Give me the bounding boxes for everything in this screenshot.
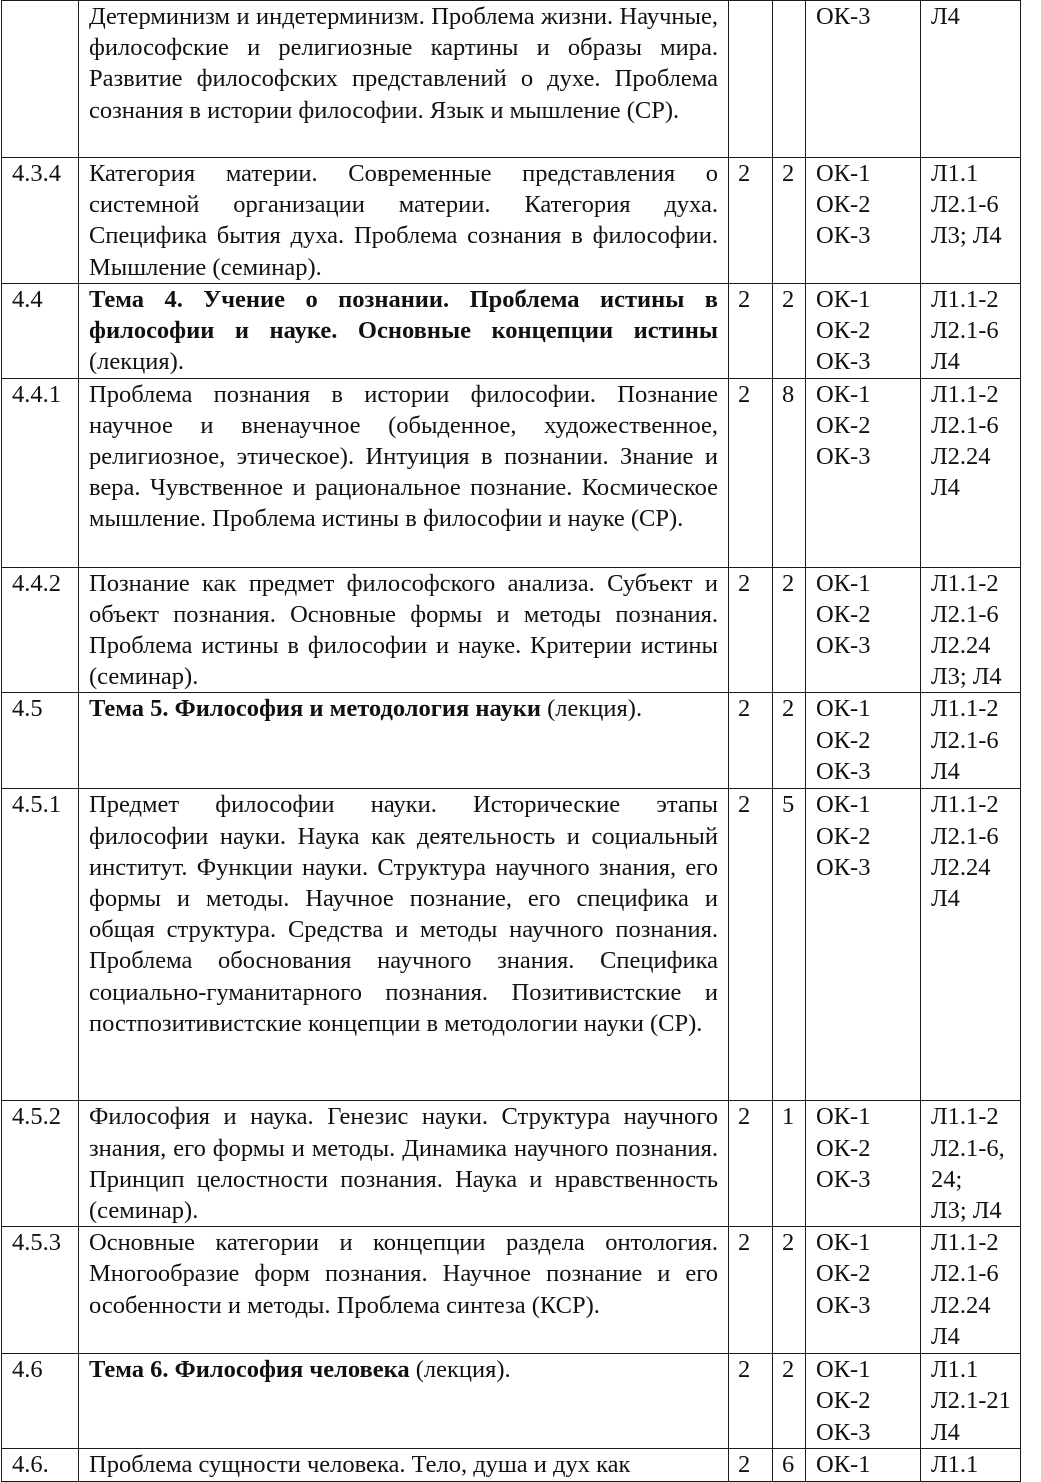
row-number: 4.6. xyxy=(2,1448,79,1481)
competency-code: ОК-2 xyxy=(816,1134,871,1162)
topic-description: Категория материи. Современные представления о системной организации материи. Категория духа. Специфика бытия духа. Проблема сознания в философии. Мышление (семинар). xyxy=(89,160,718,281)
literature-ref: Л2.1-21 xyxy=(931,1387,1011,1415)
literature-ref: Л1.1-2 xyxy=(931,1229,999,1257)
literature-ref: Л2.24 xyxy=(931,632,991,660)
literature-ref: Л4 xyxy=(931,1322,960,1350)
competency-codes xyxy=(806,567,921,693)
topic-cell xyxy=(79,789,729,1101)
competency-code: ОК-2 xyxy=(816,726,871,754)
competency-code: ОК-2 xyxy=(816,822,871,850)
topic-cell xyxy=(79,1354,729,1449)
hours-column-2: 2 xyxy=(773,567,806,693)
table-row xyxy=(2,1,1021,158)
competency-code: ОК-3 xyxy=(816,1291,871,1319)
table-row xyxy=(2,284,1021,379)
competency-codes xyxy=(806,1101,921,1227)
competency-codes xyxy=(806,378,921,567)
table-row xyxy=(2,1354,1021,1449)
row-number xyxy=(2,1,79,158)
literature-refs xyxy=(921,1101,1021,1227)
topic-cell xyxy=(79,378,729,567)
literature-ref: 24; xyxy=(931,1165,963,1193)
hours-column-2: 2 xyxy=(773,1354,806,1449)
hours-column-1: 2 xyxy=(729,567,773,693)
literature-ref: Л2.1-6 xyxy=(931,822,999,850)
competency-codes xyxy=(806,693,921,789)
hours-column-2: 2 xyxy=(773,693,806,789)
literature-ref: Л1.1-2 xyxy=(931,791,999,819)
row-number: 4.3.4 xyxy=(2,158,79,284)
competency-code: ОК-1 xyxy=(816,695,871,723)
literature-ref: Л3; Л4 xyxy=(931,222,1002,250)
literature-ref: Л2.1-6 xyxy=(931,191,999,219)
competency-code: ОК-2 xyxy=(816,317,871,345)
literature-refs xyxy=(921,284,1021,379)
hours-column-1: 2 xyxy=(729,789,773,1101)
literature-ref: Л2.24 xyxy=(931,853,991,881)
topic-cell xyxy=(79,284,729,379)
topic-cell xyxy=(79,1,729,158)
literature-refs xyxy=(921,1354,1021,1449)
hours-column-2: 2 xyxy=(773,284,806,379)
competency-codes xyxy=(806,1227,921,1354)
literature-ref: Л2.1-6 xyxy=(931,726,999,754)
literature-ref: Л1.1-2 xyxy=(931,1103,999,1131)
topic-heading xyxy=(89,284,718,378)
literature-ref: Л2.1-6 xyxy=(931,1260,999,1288)
literature-ref: Л4 xyxy=(931,1418,960,1446)
literature-ref: Л4 xyxy=(931,757,960,785)
competency-codes xyxy=(806,284,921,379)
topic-title: Тема 6. Философия человека xyxy=(89,1356,410,1384)
literature-ref: Л2.1-6 xyxy=(931,317,999,345)
literature-ref: Л2.1-6 xyxy=(931,411,999,439)
table-row xyxy=(2,693,1021,789)
topic-description: Основные категории и концепции раздела онтология. Многообразие форм познания. Научное познание и его особенности и методы. Проблема синтеза (КСР). xyxy=(89,1229,718,1319)
competency-code: ОК-3 xyxy=(816,3,871,30)
hours-column-1 xyxy=(729,1,773,158)
literature-ref: Л4 xyxy=(931,474,960,502)
competency-codes xyxy=(806,1,921,158)
row-number: 4.4.2 xyxy=(2,567,79,693)
literature-ref: Л3; Л4 xyxy=(931,663,1002,691)
topic-heading xyxy=(89,693,718,724)
topic-description: Детерминизм и индетерминизм. Проблема жизни. Научные, философские и религиозные картины и образы мира. Развитие философских представлений о духе. Проблема сознания в истории философии. Язык и мышление (СР). xyxy=(89,3,718,124)
literature-ref: Л1.1-2 xyxy=(931,569,999,597)
competency-code: ОК-1 xyxy=(816,791,871,819)
literature-ref: Л3; Л4 xyxy=(931,1197,1002,1225)
competency-code: ОК-1 xyxy=(816,1450,871,1478)
hours-column-2 xyxy=(773,1,806,158)
topic-description: Предмет философии науки. Исторические этапы философии науки. Наука как деятельность и социальный институт. Функции науки. Структура научного знания, его формы и методы. Научное познание, его специфика и общая структура. Средства и методы научного познания. Проблема обоснования научного знания. Специфика социально-гуманитарного познания. Позитивистские и постпозитивистские концепции в методологии науки (СР). xyxy=(89,791,718,1037)
literature-ref: Л2.24 xyxy=(931,443,991,471)
literature-refs xyxy=(921,1,1021,158)
hours-column-2: 2 xyxy=(773,158,806,284)
hours-column-1: 2 xyxy=(729,693,773,789)
competency-codes xyxy=(806,158,921,284)
competency-code: ОК-2 xyxy=(816,600,871,628)
hours-column-1: 2 xyxy=(729,1448,773,1481)
literature-ref: Л2.1-6 xyxy=(931,600,999,628)
hours-column-2: 6 xyxy=(773,1448,806,1481)
row-number: 4.6 xyxy=(2,1354,79,1449)
competency-code: ОК-2 xyxy=(816,1387,871,1415)
competency-code: ОК-1 xyxy=(816,1103,871,1131)
topic-cell xyxy=(79,158,729,284)
hours-column-1: 2 xyxy=(729,1354,773,1449)
competency-code: ОК-2 xyxy=(816,411,871,439)
competency-code: ОК-3 xyxy=(816,757,871,785)
topic-cell xyxy=(79,1227,729,1354)
competency-code: ОК-3 xyxy=(816,1418,871,1446)
literature-ref: Л4 xyxy=(931,3,960,30)
literature-ref: Л4 xyxy=(931,885,960,913)
table-body xyxy=(2,1,1021,1482)
hours-column-1: 2 xyxy=(729,284,773,379)
literature-refs xyxy=(921,567,1021,693)
literature-refs xyxy=(921,1227,1021,1354)
competency-code: ОК-1 xyxy=(816,160,871,187)
hours-column-2: 2 xyxy=(773,1227,806,1354)
topic-heading xyxy=(89,1354,718,1385)
competency-codes xyxy=(806,1354,921,1449)
topic-cell xyxy=(79,1448,729,1481)
table-row xyxy=(2,158,1021,284)
competency-codes xyxy=(806,789,921,1101)
competency-code: ОК-3 xyxy=(816,222,871,250)
literature-ref: Л4 xyxy=(931,348,960,376)
hours-column-1: 2 xyxy=(729,1227,773,1354)
literature-ref: Л1.1-2 xyxy=(931,286,999,313)
competency-code: ОК-3 xyxy=(816,348,871,376)
literature-ref: Л1.1 xyxy=(931,1450,979,1478)
table-row xyxy=(2,1101,1021,1227)
row-number: 4.5.3 xyxy=(2,1227,79,1354)
competency-code: ОК-1 xyxy=(816,1229,871,1257)
literature-refs xyxy=(921,378,1021,567)
literature-ref: Л2.1-6, xyxy=(931,1134,1005,1162)
literature-ref: Л1.1-2 xyxy=(931,380,999,408)
hours-column-1: 2 xyxy=(729,378,773,567)
competency-code: ОК-1 xyxy=(816,380,871,408)
topic-description: Философия и наука. Генезис науки. Структура научного знания, его формы и методы. Динамика научного познания. Принцип целостности познания. Наука и нравственность (семинар). xyxy=(89,1103,718,1225)
table-row xyxy=(2,789,1021,1101)
row-number: 4.5.1 xyxy=(2,789,79,1101)
competency-codes xyxy=(806,1448,921,1481)
topic-title: Тема 4. Учение о познании. Проблема истины в философии и науке. Основные концепции истины xyxy=(89,286,718,345)
curriculum-table xyxy=(1,0,1021,1482)
literature-ref: Л1.1 xyxy=(931,160,979,187)
row-number: 4.4 xyxy=(2,284,79,379)
literature-refs xyxy=(921,789,1021,1101)
competency-code: ОК-3 xyxy=(816,632,871,660)
hours-column-2: 5 xyxy=(773,789,806,1101)
row-number: 4.5 xyxy=(2,693,79,789)
topic-description: Проблема сущности человека. Тело, душа и дух как xyxy=(89,1450,631,1478)
hours-column-2: 8 xyxy=(773,378,806,567)
table-row xyxy=(2,378,1021,567)
topic-type: (лекция). xyxy=(89,348,184,376)
topic-type: (лекция). xyxy=(415,1356,511,1384)
literature-refs xyxy=(921,693,1021,789)
topic-description: Познание как предмет философского анализа. Субъект и объект познания. Основные формы и методы познания. Проблема истины в философии и науке. Критерии истины (семинар). xyxy=(89,569,718,691)
topic-cell xyxy=(79,1101,729,1227)
literature-refs xyxy=(921,1448,1021,1481)
literature-ref: Л2.24 xyxy=(931,1291,991,1319)
topic-title: Тема 5. Философия и методология науки xyxy=(89,695,542,723)
competency-code: ОК-2 xyxy=(816,1260,871,1288)
topic-cell xyxy=(79,567,729,693)
row-number: 4.4.1 xyxy=(2,378,79,567)
row-number: 4.5.2 xyxy=(2,1101,79,1227)
competency-code: ОК-2 xyxy=(816,191,871,219)
topic-description: Проблема познания в истории философии. Познание научное и вненаучное (обыденное, художественное, религиозное, этическое). Интуиция в познании. Знание и вера. Чувственное и рациональное познание. Космическое мышление. Проблема истины в философии и науке (СР). xyxy=(89,380,718,533)
competency-code: ОК-3 xyxy=(816,443,871,471)
literature-ref: Л1.1-2 xyxy=(931,695,999,723)
competency-code: ОК-1 xyxy=(816,1356,871,1384)
competency-code: ОК-1 xyxy=(816,569,871,597)
literature-ref: Л1.1 xyxy=(931,1356,979,1384)
table-row xyxy=(2,1448,1021,1481)
literature-refs xyxy=(921,158,1021,284)
table-row xyxy=(2,1227,1021,1354)
competency-code: ОК-3 xyxy=(816,853,871,881)
table-row xyxy=(2,567,1021,693)
competency-code: ОК-3 xyxy=(816,1165,871,1193)
competency-code: ОК-1 xyxy=(816,286,871,313)
hours-column-1: 2 xyxy=(729,1101,773,1227)
hours-column-1: 2 xyxy=(729,158,773,284)
topic-type: (лекция). xyxy=(547,695,643,723)
topic-cell xyxy=(79,693,729,789)
hours-column-2: 1 xyxy=(773,1101,806,1227)
